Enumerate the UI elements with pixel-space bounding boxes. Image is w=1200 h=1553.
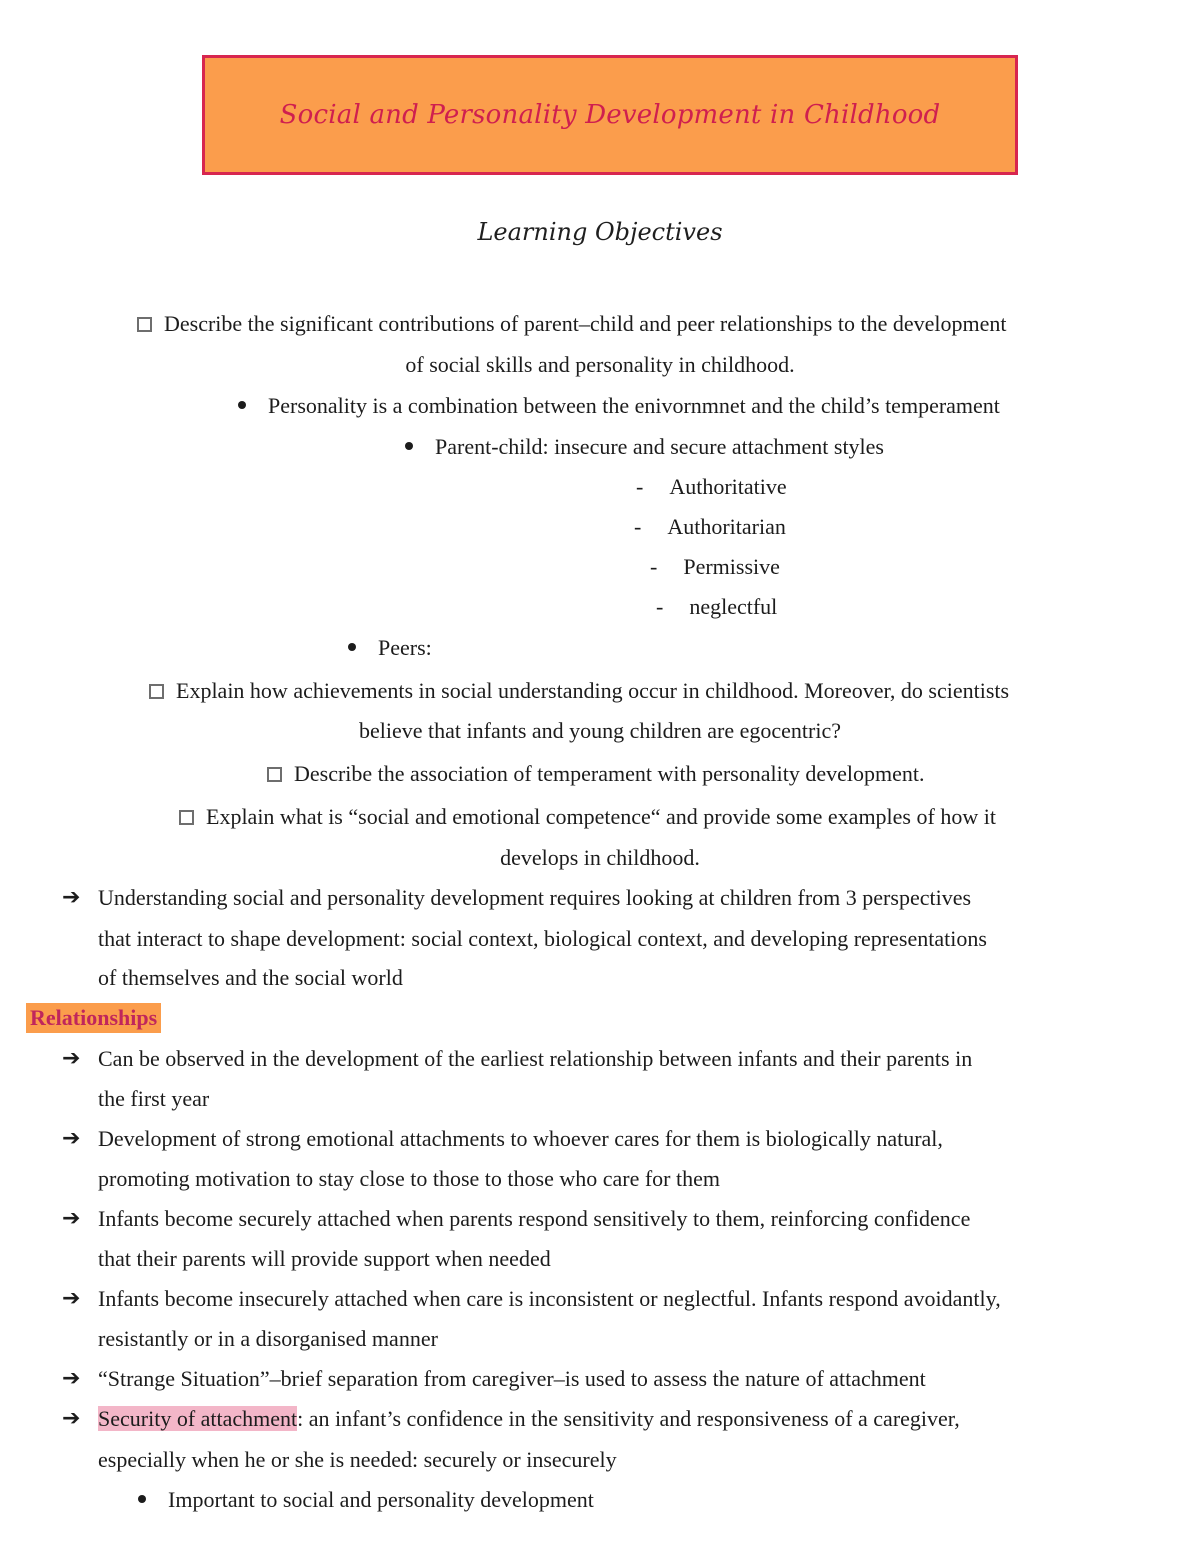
- list-item: [348, 635, 432, 661]
- checkbox-icon[interactable]: [137, 317, 152, 332]
- arrow-bullet-icon: ➔: [62, 885, 81, 910]
- list-item-text: Parent-child: insecure and secure attachment styles: [435, 434, 884, 459]
- parenting-style-item: [656, 594, 777, 620]
- objective-text: Describe the significant contributions of parent–child and peer relationships to the development: [164, 311, 1007, 336]
- objective-item: [149, 678, 1009, 704]
- parenting-style-label: Authoritarian: [667, 514, 786, 539]
- parenting-style-item: [636, 474, 787, 500]
- list-item: [238, 393, 1000, 419]
- dash-icon: -: [636, 474, 644, 499]
- list-item-text: Important to social and personality development: [168, 1487, 594, 1512]
- highlighted-term: Security of attachment: [98, 1406, 298, 1431]
- paragraph-text: Understanding social and personality development requires looking at children from 3 perspectives: [98, 885, 972, 910]
- paragraph-text: resistantly or in a disorganised manner: [98, 1326, 438, 1351]
- dash-icon: -: [650, 554, 658, 579]
- arrow-bullet-icon: ➔: [62, 1286, 81, 1311]
- paragraph-text: “Strange Situation”–brief separation from caregiver–is used to assess the nature of attachment: [98, 1366, 926, 1391]
- objective-text-continued: develops in childhood.: [500, 845, 700, 870]
- arrow-bullet-icon: ➔: [62, 1126, 81, 1151]
- list-item: [138, 1487, 594, 1513]
- objective-text-continued: believe that infants and young children are egocentric?: [359, 718, 841, 743]
- objective-text: Explain how achievements in social understanding occur in childhood. Moreover, do scientists: [176, 678, 1010, 703]
- paragraph-text: the first year: [98, 1086, 210, 1111]
- paragraph-text: Infants become insecurely attached when care is inconsistent or neglectful. Infants respond avoidantly,: [98, 1286, 1001, 1311]
- parenting-style-item: [650, 554, 780, 580]
- parenting-style-item: [634, 514, 786, 540]
- parenting-style-label: Authoritative: [669, 474, 787, 499]
- paragraph-text: Infants become securely attached when parents respond sensitively to them, reinforcing confidence: [98, 1206, 971, 1231]
- paragraph-text: promoting motivation to stay close to those to those who care for them: [98, 1166, 720, 1191]
- dash-icon: -: [634, 514, 642, 539]
- objective-item: [179, 804, 996, 830]
- objective-text: Describe the association of temperament with personality development.: [294, 761, 925, 786]
- paragraph-text: that interact to shape development: social context, biological context, and developing representations: [98, 926, 987, 951]
- term-definition: : an infant’s confidence in the sensitivity and responsiveness of a caregiver,: [297, 1406, 960, 1431]
- document-title: Social and Personality Development in Childhood: [279, 100, 941, 130]
- bullet-icon: [405, 442, 413, 450]
- checkbox-icon[interactable]: [179, 810, 194, 825]
- paragraph-text: Development of strong emotional attachments to whoever cares for them is biologically natural,: [98, 1126, 943, 1151]
- paragraph-text: that their parents will provide support when needed: [98, 1246, 551, 1271]
- parenting-style-label: Permissive: [683, 554, 780, 579]
- arrow-bullet-icon: ➔: [62, 1366, 81, 1391]
- arrow-bullet-icon: ➔: [62, 1206, 81, 1231]
- list-item-text: Peers:: [378, 635, 432, 660]
- checkbox-icon[interactable]: [267, 767, 282, 782]
- bullet-icon: [238, 401, 246, 409]
- arrow-bullet-icon: ➔: [62, 1406, 81, 1431]
- list-item: [405, 434, 884, 460]
- objective-item: [267, 761, 924, 787]
- paragraph-text: of themselves and the social world: [98, 965, 403, 990]
- checkbox-icon[interactable]: [149, 684, 164, 699]
- dash-icon: -: [656, 594, 664, 619]
- title-banner: [202, 55, 1018, 175]
- paragraph-text: [98, 1406, 960, 1432]
- section-heading: Relationships: [26, 1003, 161, 1033]
- list-item-text: Personality is a combination between the enivornmnet and the child’s temperament: [268, 393, 1000, 418]
- paragraph-text: especially when he or she is needed: securely or insecurely: [98, 1447, 617, 1472]
- objective-text-continued: of social skills and personality in childhood.: [405, 352, 795, 377]
- objective-item: [137, 311, 1006, 337]
- section-subtitle: Learning Objectives: [477, 218, 723, 246]
- bullet-icon: [138, 1495, 146, 1503]
- objective-text: Explain what is “social and emotional competence“ and provide some examples of how it: [206, 804, 996, 829]
- bullet-icon: [348, 643, 356, 651]
- parenting-style-label: neglectful: [689, 594, 778, 619]
- paragraph-text: Can be observed in the development of the earliest relationship between infants and their parents in: [98, 1046, 973, 1071]
- arrow-bullet-icon: ➔: [62, 1046, 81, 1071]
